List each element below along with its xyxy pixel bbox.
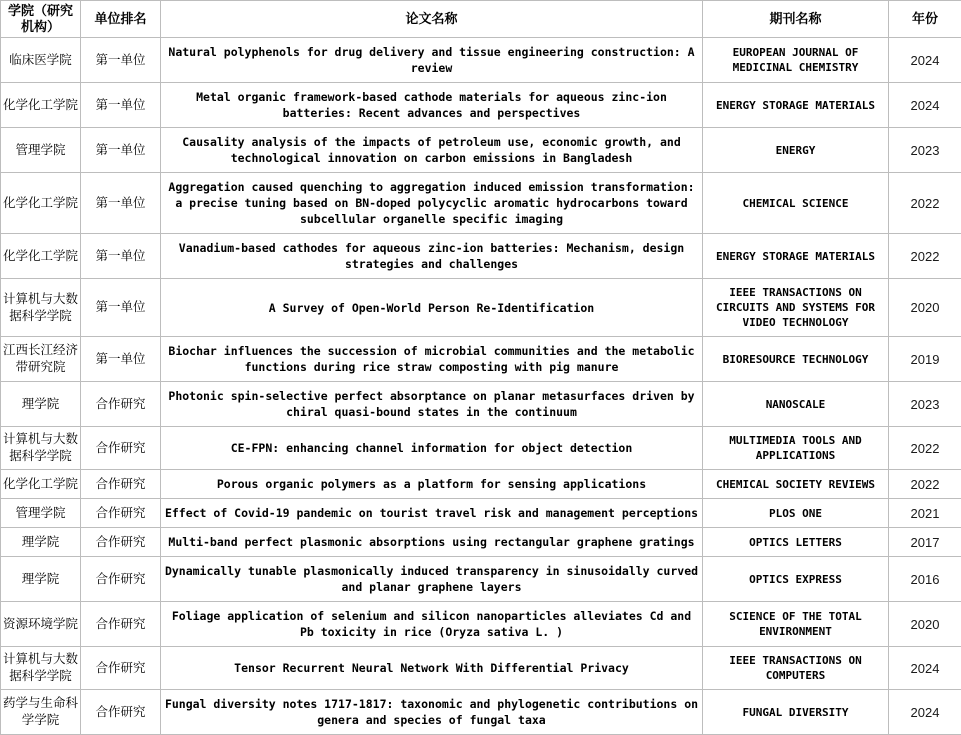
rank-cell: 合作研究: [81, 690, 161, 735]
journal-cell: BIORESOURCE TECHNOLOGY: [703, 337, 889, 382]
title-cell: Metal organic framework-based cathode materials for aqueous zinc-ion batteries: Recent advances and perspectives: [161, 83, 703, 128]
title-cell: Photonic spin-selective perfect absorptance on planar metasurfaces driven by chiral quasi-bound states in the continuum: [161, 382, 703, 427]
org-cell: 管理学院: [1, 128, 81, 173]
journal-cell: NANOSCALE: [703, 382, 889, 427]
org-cell: 资源环境学院: [1, 602, 81, 647]
rank-cell: 第一单位: [81, 38, 161, 83]
title-cell: Porous organic polymers as a platform for sensing applications: [161, 470, 703, 499]
rank-cell: 合作研究: [81, 528, 161, 557]
header-title: 论文名称: [161, 1, 703, 38]
title-cell: Effect of Covid-19 pandemic on tourist travel risk and management perceptions: [161, 499, 703, 528]
rank-cell: 合作研究: [81, 427, 161, 470]
title-cell: Vanadium-based cathodes for aqueous zinc-ion batteries: Mechanism, design strategies and challenges: [161, 234, 703, 279]
journal-cell: ENERGY STORAGE MATERIALS: [703, 234, 889, 279]
org-cell: 化学化工学院: [1, 173, 81, 234]
header-journal: 期刊名称: [703, 1, 889, 38]
year-cell: 2016: [889, 557, 961, 602]
org-cell: 计算机与大数据科学学院: [1, 427, 81, 470]
table-row: [1, 647, 961, 690]
rank-cell: 第一单位: [81, 337, 161, 382]
table-row: [1, 602, 961, 647]
table-row: [1, 499, 961, 528]
org-cell: 理学院: [1, 382, 81, 427]
title-cell: Dynamically tunable plasmonically induced transparency in sinusoidally curved and planar graphene layers: [161, 557, 703, 602]
table-row: [1, 427, 961, 470]
org-cell: 计算机与大数据科学学院: [1, 647, 81, 690]
journal-cell: FUNGAL DIVERSITY: [703, 690, 889, 735]
org-cell: 药学与生命科学学院: [1, 690, 81, 735]
year-cell: 2024: [889, 83, 961, 128]
table-row: [1, 690, 961, 735]
rank-cell: 合作研究: [81, 470, 161, 499]
org-cell: 化学化工学院: [1, 234, 81, 279]
year-cell: 2022: [889, 470, 961, 499]
journal-cell: EUROPEAN JOURNAL OF MEDICINAL CHEMISTRY: [703, 38, 889, 83]
rank-cell: 第一单位: [81, 173, 161, 234]
rank-cell: 合作研究: [81, 382, 161, 427]
journal-cell: ENERGY STORAGE MATERIALS: [703, 83, 889, 128]
table-row: [1, 528, 961, 557]
header-rank: 单位排名: [81, 1, 161, 38]
year-cell: 2024: [889, 38, 961, 83]
title-cell: Biochar influences the succession of microbial communities and the metabolic functions during rice straw composting with pig manure: [161, 337, 703, 382]
rank-cell: 合作研究: [81, 499, 161, 528]
org-cell: 计算机与大数据科学学院: [1, 279, 81, 337]
year-cell: 2019: [889, 337, 961, 382]
journal-cell: IEEE TRANSACTIONS ON CIRCUITS AND SYSTEMS FOR VIDEO TECHNOLOGY: [703, 279, 889, 337]
table-row: [1, 234, 961, 279]
header-row: [1, 1, 961, 38]
title-cell: Natural polyphenols for drug delivery and tissue engineering construction: A review: [161, 38, 703, 83]
table-row: [1, 557, 961, 602]
title-cell: Tensor Recurrent Neural Network With Differential Privacy: [161, 647, 703, 690]
year-cell: 2022: [889, 234, 961, 279]
org-cell: 化学化工学院: [1, 83, 81, 128]
table-row: [1, 38, 961, 83]
org-cell: 江西长江经济带研究院: [1, 337, 81, 382]
header-year: 年份: [889, 1, 961, 38]
year-cell: 2020: [889, 279, 961, 337]
org-cell: 理学院: [1, 528, 81, 557]
journal-cell: CHEMICAL SCIENCE: [703, 173, 889, 234]
journal-cell: OPTICS LETTERS: [703, 528, 889, 557]
org-cell: 理学院: [1, 557, 81, 602]
rank-cell: 第一单位: [81, 234, 161, 279]
table-row: [1, 173, 961, 234]
year-cell: 2020: [889, 602, 961, 647]
org-cell: 化学化工学院: [1, 470, 81, 499]
year-cell: 2024: [889, 690, 961, 735]
table-row: [1, 279, 961, 337]
year-cell: 2017: [889, 528, 961, 557]
year-cell: 2021: [889, 499, 961, 528]
title-cell: Foliage application of selenium and silicon nanoparticles alleviates Cd and Pb toxicity in rice (Oryza sativa L. ): [161, 602, 703, 647]
title-cell: Fungal diversity notes 1717-1817: taxonomic and phylogenetic contributions on genera and species of fungal taxa: [161, 690, 703, 735]
journal-cell: IEEE TRANSACTIONS ON COMPUTERS: [703, 647, 889, 690]
table-row: [1, 128, 961, 173]
rank-cell: 第一单位: [81, 128, 161, 173]
table-row: [1, 83, 961, 128]
header-org: 学院（研究机构）: [1, 1, 81, 38]
journal-cell: ENERGY: [703, 128, 889, 173]
rank-cell: 合作研究: [81, 602, 161, 647]
title-cell: Aggregation caused quenching to aggregation induced emission transformation: a precise tuning based on BN-doped polycyclic aromatic hydrocarbons toward subcellular organelle specific imaging: [161, 173, 703, 234]
table-row: [1, 337, 961, 382]
year-cell: 2023: [889, 128, 961, 173]
journal-cell: MULTIMEDIA TOOLS AND APPLICATIONS: [703, 427, 889, 470]
title-cell: CE-FPN: enhancing channel information for object detection: [161, 427, 703, 470]
rank-cell: 合作研究: [81, 557, 161, 602]
journal-cell: SCIENCE OF THE TOTAL ENVIRONMENT: [703, 602, 889, 647]
title-cell: Multi-band perfect plasmonic absorptions using rectangular graphene gratings: [161, 528, 703, 557]
org-cell: 临床医学院: [1, 38, 81, 83]
year-cell: 2022: [889, 427, 961, 470]
rank-cell: 第一单位: [81, 279, 161, 337]
paper-table-body: [1, 38, 961, 735]
journal-cell: PLOS ONE: [703, 499, 889, 528]
year-cell: 2023: [889, 382, 961, 427]
year-cell: 2022: [889, 173, 961, 234]
table-row: [1, 382, 961, 427]
journal-cell: OPTICS EXPRESS: [703, 557, 889, 602]
rank-cell: 第一单位: [81, 83, 161, 128]
table-row: [1, 470, 961, 499]
year-cell: 2024: [889, 647, 961, 690]
journal-cell: CHEMICAL SOCIETY REVIEWS: [703, 470, 889, 499]
org-cell: 管理学院: [1, 499, 81, 528]
rank-cell: 合作研究: [81, 647, 161, 690]
title-cell: Causality analysis of the impacts of petroleum use, economic growth, and technological innovation on carbon emissions in Bangladesh: [161, 128, 703, 173]
title-cell: A Survey of Open-World Person Re-Identification: [161, 279, 703, 337]
